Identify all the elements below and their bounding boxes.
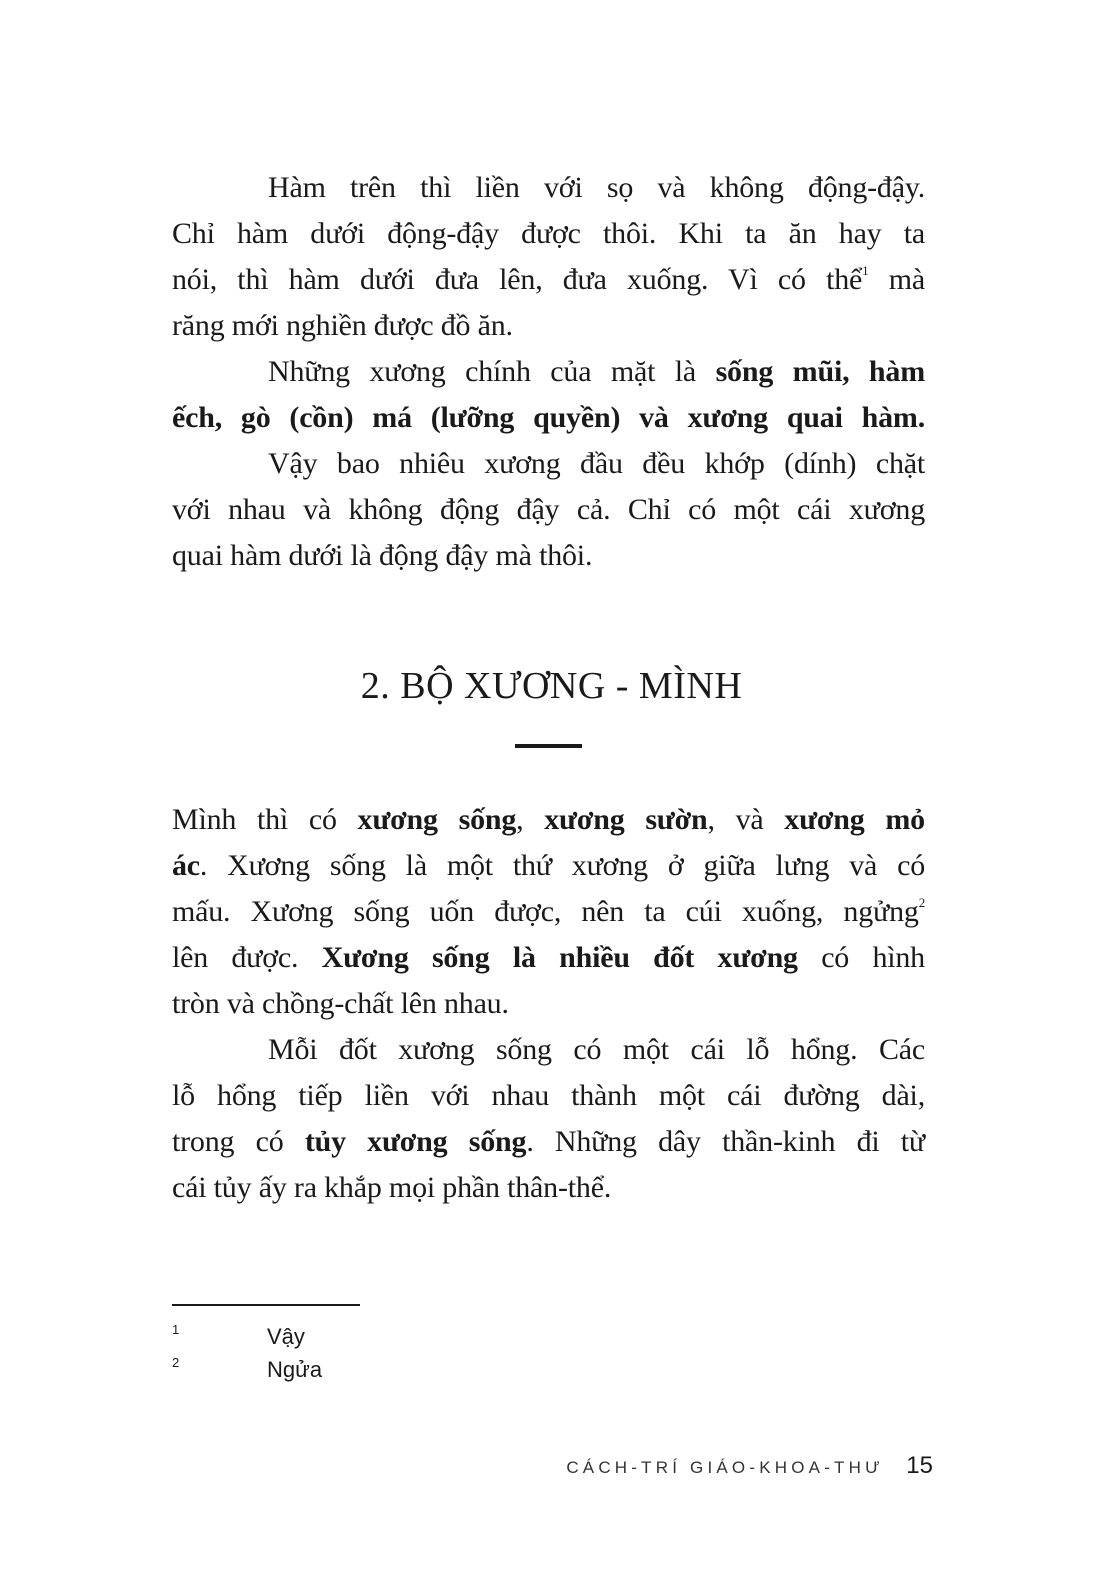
- text: lên được.: [172, 941, 322, 974]
- text: quai hàm dưới là động đậy mà thôi.: [172, 539, 593, 572]
- bold-text: Xương sống là nhiều đốt xương: [321, 941, 798, 974]
- text: Hàm trên thì liền với sọ và không động-đậy.: [268, 171, 925, 204]
- text: cái tủy ấy ra khắp mọi phần thân-thể.: [172, 1171, 612, 1204]
- text: Chỉ hàm dưới động-đậy được thôi. Khi ta ăn hay ta: [172, 217, 925, 250]
- text-line: [172, 395, 925, 441]
- text: Mỗi đốt xương sống có một cái lỗ hổng. Các: [268, 1033, 925, 1066]
- text-line: [172, 257, 925, 303]
- footnote-divider: [172, 1304, 360, 1306]
- footnote-text: Ngửa: [267, 1357, 323, 1382]
- bold-text: ác: [172, 849, 200, 882]
- bold-text: ếch, gò (cồn) má (lưỡng quyền) và xương quai hàm.: [172, 401, 925, 434]
- section-1-body: [172, 165, 925, 579]
- text: ,: [516, 803, 545, 836]
- text-line: [172, 487, 925, 533]
- text: mấu. Xương sống uốn được, nên ta cúi xuống, ngửng: [172, 895, 919, 928]
- text: Mình thì có: [172, 803, 358, 836]
- text: có hình: [797, 941, 925, 974]
- footnote-ref: 1: [862, 263, 869, 278]
- page-number: 15: [906, 1452, 933, 1479]
- page-footer: [566, 1452, 933, 1480]
- bold-text: xương sống: [357, 803, 517, 836]
- text-line: [172, 303, 925, 349]
- text-line: [172, 935, 925, 981]
- text: tròn và chồng-chất lên nhau.: [172, 987, 509, 1020]
- section-heading: 2. BỘ XƯƠNG - MÌNH: [360, 665, 743, 707]
- text-line: [172, 1027, 925, 1073]
- text-line: [172, 1165, 925, 1211]
- text-line: [172, 843, 925, 889]
- bold-text: sống mũi, hàm: [715, 355, 925, 388]
- text-line: [172, 981, 925, 1027]
- footnote-text: Vậy: [267, 1324, 305, 1349]
- text: trong có: [172, 1125, 305, 1158]
- text: nói, thì hàm dưới đưa lên, đưa xuống. Vì có thể: [172, 263, 863, 296]
- text: mà: [868, 263, 925, 296]
- text: với nhau và không động đậy cả. Chỉ có một cái xương: [172, 493, 925, 526]
- text-line: [172, 349, 925, 395]
- text: . Những dây thần-kinh đi từ: [526, 1125, 925, 1158]
- text: lỗ hổng tiếp liền với nhau thành một cái đường dài,: [172, 1079, 925, 1112]
- heading-divider: [515, 744, 582, 748]
- text-line: [172, 797, 925, 843]
- footnote-number: 2: [172, 1355, 180, 1370]
- text-line: [172, 889, 925, 935]
- bold-text: tủy xương sống: [304, 1125, 527, 1158]
- text: . Xương sống là một thứ xương ở giữa lưng và có: [199, 849, 925, 882]
- section-2-body: [172, 797, 925, 1211]
- text-line: [172, 533, 925, 579]
- text-line: [172, 165, 925, 211]
- bold-text: xương mỏ: [784, 803, 925, 836]
- text: răng mới nghiền được đồ ăn.: [172, 309, 513, 342]
- text: Những xương chính của mặt là: [268, 355, 716, 388]
- footnote-number: 1: [172, 1322, 180, 1337]
- text-line: [172, 1073, 925, 1119]
- text-line: [172, 1119, 925, 1165]
- text-line: [172, 441, 925, 487]
- footnote-ref: 2: [918, 895, 925, 910]
- text: , và: [707, 803, 785, 836]
- text: Vậy bao nhiêu xương đầu đều khớp (dính) chặt: [268, 447, 925, 480]
- book-title: CÁCH-TRÍ GIÁO-KHOA-THƯ: [566, 1458, 884, 1477]
- text-line: [172, 211, 925, 257]
- bold-text: xương sườn: [544, 803, 708, 836]
